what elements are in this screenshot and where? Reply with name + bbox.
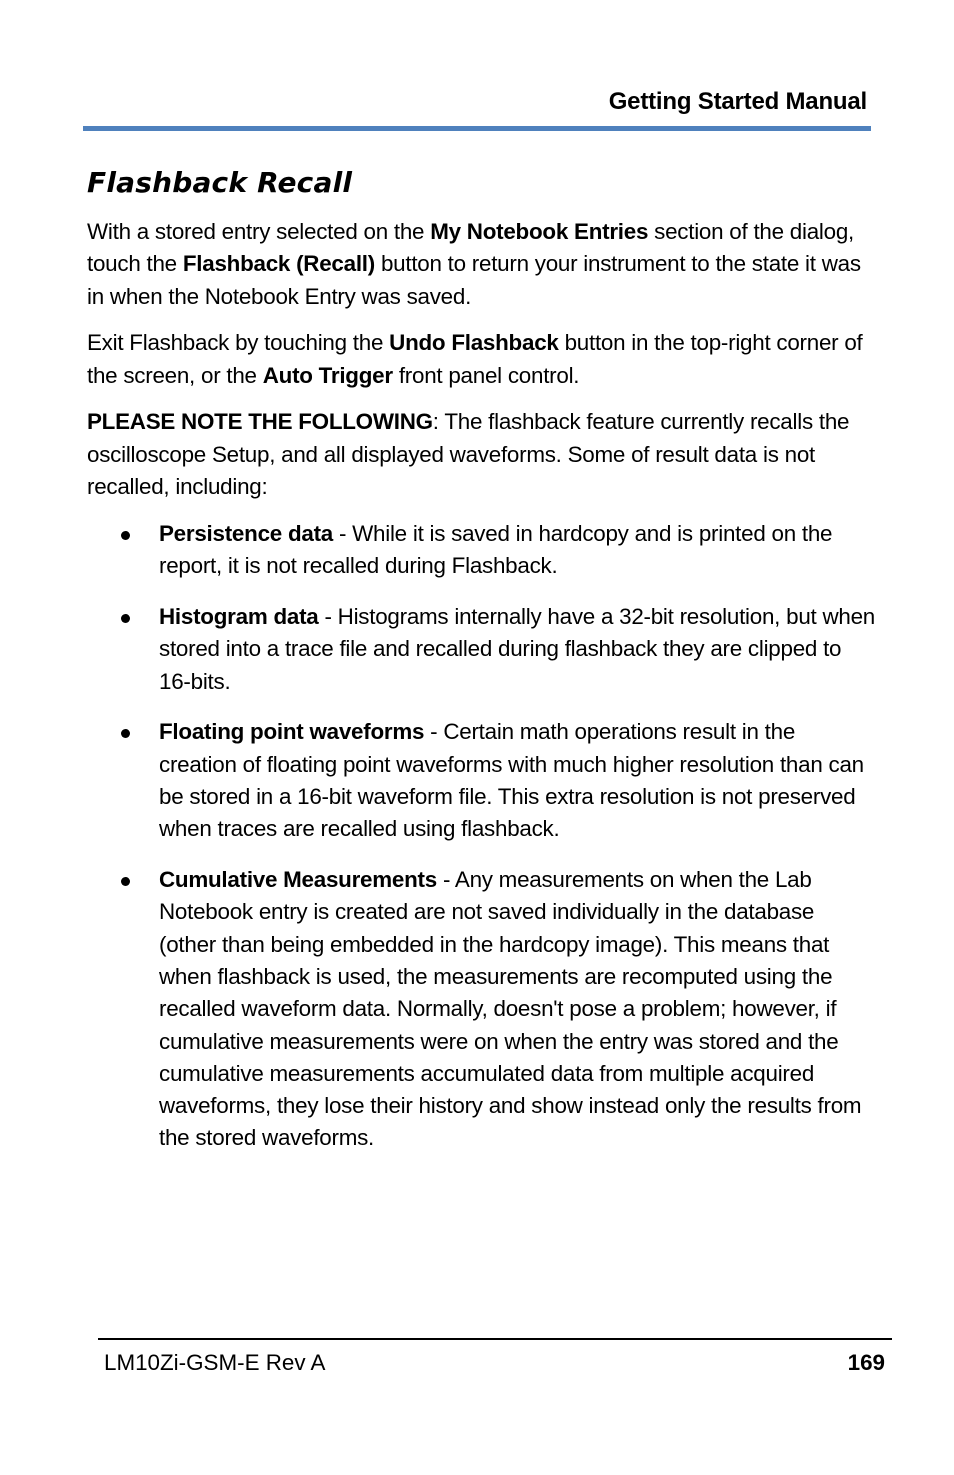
note-label: PLEASE NOTE THE FOLLOWING bbox=[87, 409, 433, 435]
ui-term-undo-flashback: Undo Flashback bbox=[389, 330, 559, 356]
header-rule bbox=[83, 126, 871, 131]
list-item-histogram-data bbox=[87, 601, 877, 698]
paragraph-recall-instructions bbox=[87, 216, 877, 313]
text-run: : The flashback feature currently recalls the oscilloscope Setup, and all displayed waveforms. Some of result data is not recalled, including: bbox=[87, 409, 850, 500]
text-run: button to return your instrument to the state it was in when the Notebook Entry was saved. bbox=[87, 251, 861, 309]
running-header: Getting Started Manual bbox=[608, 88, 867, 115]
paragraph-exit-flashback bbox=[87, 327, 877, 392]
list-item-persistence-data bbox=[87, 518, 877, 583]
footer-doc-id: LM10Zi-GSM-E Rev A bbox=[104, 1350, 326, 1375]
ui-term-auto-trigger: Auto Trigger bbox=[262, 362, 393, 388]
list-item-text: - While it is saved in hardcopy and is printed on the report, it is not recalled during Flashback. bbox=[159, 520, 833, 579]
list-item-text: - Certain math operations result in the creation of floating point waveforms with much higher resolution than can be stored in a 16-bit waveform file. This extra resolution is not preserved when traces are recalled using flashback. bbox=[159, 719, 864, 842]
text-run: front panel control. bbox=[392, 362, 580, 388]
footer-rule bbox=[98, 1338, 892, 1340]
list-item-term: Histogram data bbox=[159, 603, 319, 629]
page-number: 169 bbox=[847, 1350, 885, 1375]
not-recalled-list bbox=[87, 518, 877, 1155]
body-content bbox=[87, 216, 877, 1173]
text-run: section of the dialog, touch the bbox=[87, 219, 855, 277]
text-run: Exit Flashback by touching the bbox=[87, 330, 390, 356]
section-title: Flashback Recall bbox=[87, 166, 353, 199]
text-run: With a stored entry selected on the bbox=[87, 219, 431, 244]
list-item-text: - Any measurements on when the Lab Notebook entry is created are not saved individually in the database (other than being embedded in the hardcopy image). This means that when flashback is used, the measurements are recomputed using the recalled waveform data. Normally, doesn't pose a problem; however, if cumulative measurements were on when the entry was stored and the cumulative measurements accumulated data from multiple acquired waveforms, they lose their history and show instead only the results from the stored waveforms. bbox=[159, 867, 862, 1151]
list-item-cumulative-measurements bbox=[87, 864, 877, 1155]
list-item-floating-point-waveforms bbox=[87, 716, 877, 845]
list-item-term: Floating point waveforms bbox=[159, 719, 425, 745]
list-item-term: Cumulative Measurements bbox=[159, 867, 437, 893]
paragraph-please-note bbox=[87, 406, 877, 503]
ui-term-my-notebook-entries: My Notebook Entries bbox=[430, 219, 649, 244]
list-item-term: Persistence data bbox=[159, 520, 333, 546]
text-run: button in the top-right corner of the screen, or the bbox=[87, 330, 863, 388]
ui-term-flashback-recall: Flashback (Recall) bbox=[182, 251, 375, 277]
list-item-text: - Histograms internally have a 32-bit resolution, but when stored into a trace file and recalled during flashback they are clipped to 16-bits. bbox=[159, 603, 875, 694]
